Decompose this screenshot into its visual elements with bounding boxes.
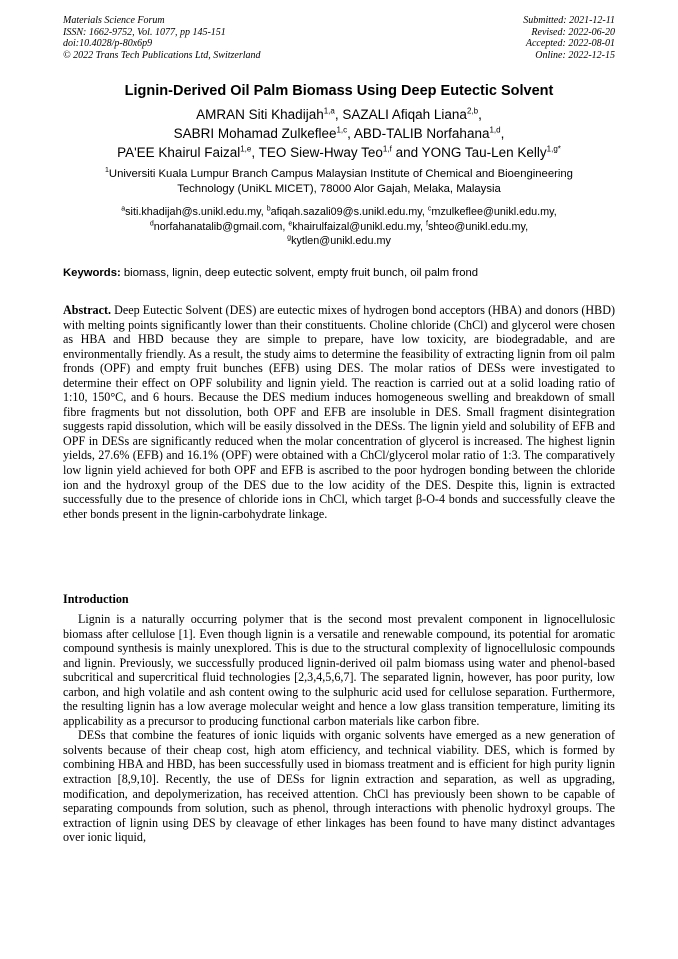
- accepted-date: Accepted: 2022-08-01: [525, 38, 615, 49]
- issn-line: ISSN: 1662-9752, Vol. 1077, pp 145-151: [63, 26, 226, 38]
- copyright-line: © 2022 Trans Tech Publications Ltd, Switzerland: [63, 49, 261, 61]
- section-heading-introduction: Introduction: [63, 592, 129, 606]
- email-address: shteo@unikl.edu.my: [427, 220, 526, 233]
- email-mark: g: [287, 234, 292, 242]
- paper-title: Lignin-Derived Oil Palm Biomass Using Deep Eutectic Solvent: [124, 83, 554, 99]
- publication-dates: [523, 15, 615, 61]
- author-affiliation-mark: 1,g*: [546, 144, 561, 154]
- email-address: mzulkeflee@unikl.edu.my: [431, 206, 554, 218]
- author-line: PA'EE Khairul Faizal$^{1,e}$, TEO Siew-Hway Teo$^{1,f}$ and YONG Tau-Len Kelly$^{1,g*}$: [117, 144, 561, 160]
- author-name: SABRI Mohamad Zulkeflee: [173, 126, 337, 141]
- submitted-date: Submitted: 2021-12-11: [523, 15, 615, 26]
- email-mark: a: [121, 205, 126, 213]
- author-affiliation-mark: 2,b: [466, 106, 479, 116]
- abstract-label: Abstract.: [63, 303, 112, 317]
- author-affiliation-mark: 1,e: [240, 144, 252, 154]
- author-affiliation-mark: 1,f: [382, 144, 392, 154]
- author-name: TEO Siew-Hway Teo: [258, 145, 383, 160]
- email-mark: b: [266, 205, 271, 213]
- author-affiliation-mark: 1,a: [323, 106, 335, 116]
- doi-line: doi:10.4028/p-80x6p9: [63, 38, 153, 49]
- journal-info: [63, 15, 261, 61]
- affiliation-line: Universiti Kuala Lumpur Branch Campus Malaysian Institute of Chemical and Bioengineering: [108, 168, 573, 180]
- author-name: AMRAN Siti Khadijah: [196, 107, 324, 122]
- author-name: SAZALI Afiqah Liana: [342, 107, 467, 122]
- author-name: YONG Tau-Len Kelly: [421, 145, 547, 160]
- keywords-label: Keywords:: [63, 267, 121, 279]
- author-name: ABD-TALIB Norfahana: [353, 126, 490, 141]
- paragraph: Lignin is a naturally occurring polymer that is the second most prevalent component in lignocellulosic biomass after cellulose [1]. Even though lignin is a versatile and renewable compound, its potential for aromatic compound synthesis is mainly unexplored. This is due to the structural complexity of lignocellulosic compounds and lignin. Previously, we successfully produced lignin-derived oil palm biomass using water and phenol-based subcritical and supercritical fluid technologies [2,3,4,5,6,7]. The separated lignin, however, has poor purity, low carbon, and high volatile and ash content owing to the sulphuric acid used for cellulose separation. Furthermore, the resulting lignin has a low average molecular weight and hence a low glass transition temperature, limiting its applicability as a precursor to producing functional carbon materials like carbon fibre.: [63, 612, 615, 728]
- author-emails: $^a$siti.khadijah@s.unikl.edu.my, $^b$afiqah.sazali09@s.unikl.edu.my, $^c$mzulkeflee@unikl.edu.my, $^d$norfahanatalib@gmail.com, $^e$khairulfaizal@unikl.edu.my, $^f$shteo@unikl.edu.my, $^g$kytlen@unikl.edu.my: [121, 205, 557, 247]
- journal-name: Materials Science Forum: [63, 15, 165, 26]
- author-line: AMRAN Siti Khadijah$^{1,a}$, SAZALI Afiqah Liana$^{2,b}$,: [196, 106, 482, 122]
- author-affiliation-mark: 1,d: [489, 125, 501, 135]
- revised-date: Revised: 2022-06-20: [531, 26, 615, 38]
- introduction-body: [63, 612, 615, 845]
- affiliation-mark: 1: [105, 167, 109, 175]
- author-affiliation-mark: 1,c: [336, 125, 348, 135]
- abstract-text: Deep Eutectic Solvent (DES) are eutectic mixes of hydrogen bond acceptors (HBA) and donors (HBD) with melting points significantly lower than their constituents. Choline chloride (ChCl) and glycerol were chosen as HBA and HBD because they are simple to prepare, have low toxicity, are biodegradable, and are environmentally friendly. As a result, the study aims to determine the feasibility of extracting lignin from oil palm fronds (OPF) and empty fruit bunches (EFB) using DES. The molar ratios of DESs were investigated to determine their effect on OPF solubility and lignin yield. The reaction is carried out at a solid loading ratio of 1:10, 150°C, and 6 hours. Because the DES medium induces homogeneous swelling and breakdown of small fibre fragments but not dissolution, both OPF and EFB are insoluble in DES. Small fragment disintegration suggests rapid dissolution, which will be easily dissolved in the DESs. The lignin yield and solubility of EFB and OPF in DESs are significantly reduced when the molar concentration of glycerol is increased. The highest lignin yields, 27.6% (EFB) and 16.1% (OPF) were obtained with a ChCl/glycerol molar ratio of 1:3. The comparatively low lignin yield achieved for both OPF and EFB is ascribed to the poor hydrogen bonding between the chloride ion and the hydroxyl group of the DES due to the low acidity of the DES. Despite this, lignin is extracted successfully due to the presence of chloride ions in ChCl, which target β-O-4 bonds and successfully cleave the ether bonds present in the lignin-carbohydrate linkage.: [63, 303, 615, 521]
- author-line: SABRI Mohamad Zulkeflee$^{1,c}$, ABD-TALIB Norfahana$^{1,d}$,: [173, 125, 505, 141]
- email-address: norfahanatalib@gmail.com: [153, 220, 283, 233]
- affiliation-line: Technology (UniKL MICET), 78000 Alor Gajah, Melaka, Malaysia: [177, 183, 501, 195]
- keywords-text: biomass, lignin, deep eutectic solvent, empty fruit bunch, oil palm frond: [120, 267, 479, 279]
- email-mark: c: [427, 205, 432, 213]
- email-address: kytlen@unikl.edu.my: [291, 235, 391, 247]
- author-name: PA'EE Khairul Faizal: [117, 145, 241, 160]
- abstract: [63, 303, 615, 521]
- email-mark: e: [288, 219, 293, 227]
- email-address: khairulfaizal@unikl.edu.my: [292, 220, 421, 233]
- online-date: Online: 2022-12-15: [535, 49, 615, 61]
- affiliation: [70, 167, 608, 197]
- paragraph: DESs that combine the features of ionic liquids with organic solvents have emerged as a new generation of solvents because of their cheap cost, high atom efficiency, and technical viability. DES, which is formed by combining HBA and HBD, has been successfully used in biomass treatment and is efficient for high purity lignin extraction [8,9,10]. Recently, the use of DESs for lignin extraction and separation, as well as upgrading, modification, and depolymerization, has received attention. ChCl has previously been shown to be capable of separating compounds from solution, such as phenol, through interactions with phenolic hydroxyl groups. The extraction of lignin using DES by cleavage of ether linkages has been found to have many distinct advantages over ionic liquid,: [63, 728, 615, 845]
- email-address: siti.khadijah@s.unikl.edu.my: [125, 206, 261, 218]
- email-address: afiqah.sazali09@s.unikl.edu.my: [270, 206, 422, 218]
- email-mark: d: [149, 219, 154, 227]
- email-mark: f: [426, 219, 428, 227]
- author-list: [30, 105, 648, 162]
- keywords: [63, 266, 615, 280]
